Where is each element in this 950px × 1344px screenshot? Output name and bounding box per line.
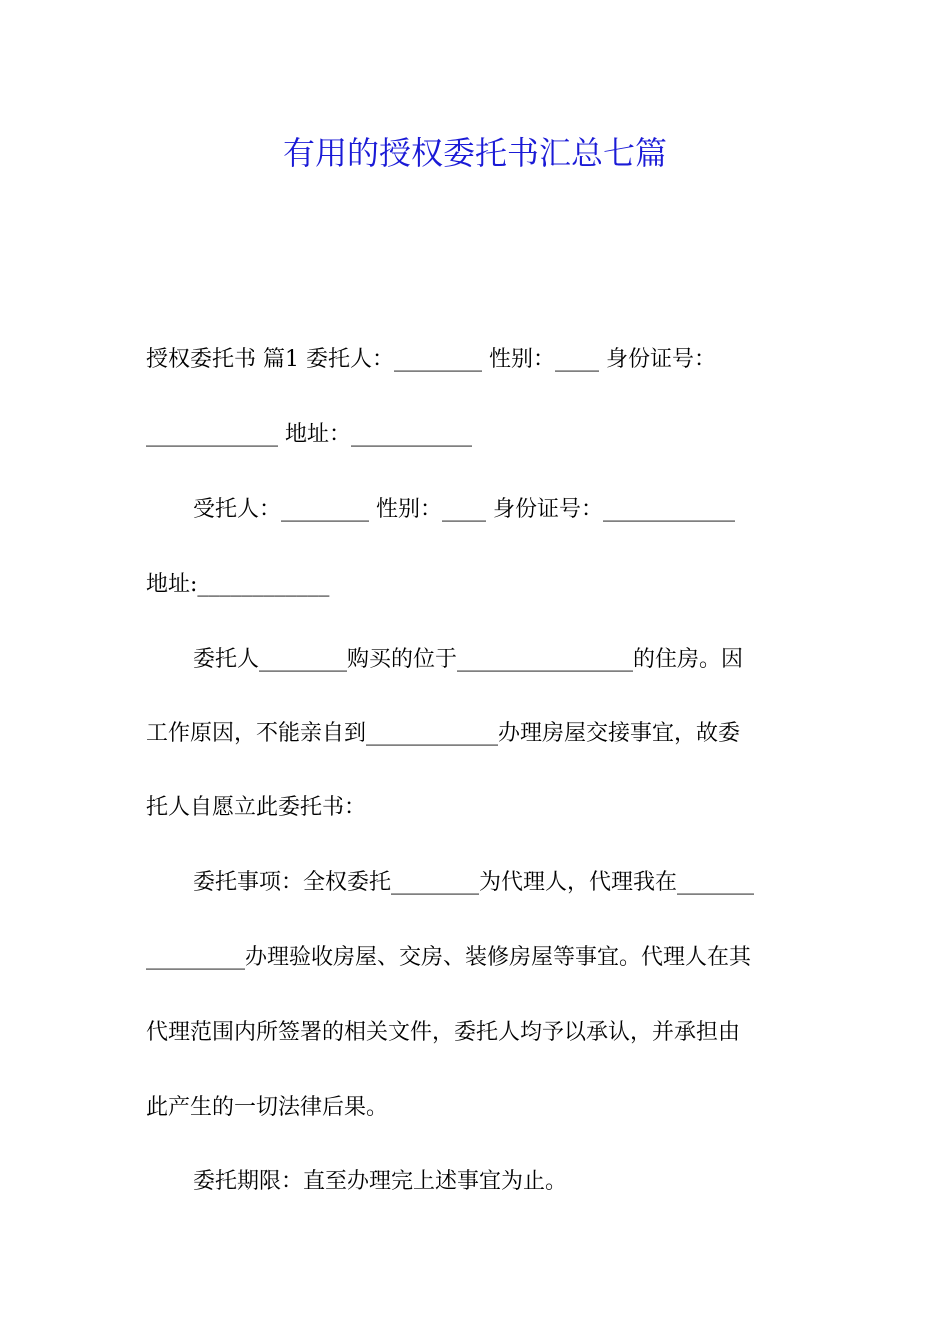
paragraph-line: 委托人________购买的位于________________的住房。因: [193, 647, 744, 672]
paragraph-line: 委托事项：全权委托________为代理人，代理我在_______: [193, 870, 755, 895]
paragraph-line: ____________ 地址：___________: [146, 422, 472, 447]
paragraph-line: _________办理验收房屋、交房、装修房屋等事宜。代理人在其: [146, 945, 752, 970]
paragraph-line: 代理范围内所签署的相关文件，委托人均予以承认，并承担由: [146, 1020, 741, 1045]
paragraph-line: 受托人：________ 性别：____ 身份证号：____________: [193, 497, 735, 522]
paragraph-line: 托人自愿立此委托书：: [146, 795, 367, 820]
paragraph-line: 工作原因，不能亲自到____________办理房屋交接事宜，故委: [146, 721, 741, 746]
paragraph-line: 地址:____________: [146, 572, 330, 597]
paragraph-line: 授权委托书 篇1 委托人：________ 性别：____ 身份证号：: [146, 347, 716, 372]
paragraph-line: 委托期限：直至办理完上述事宜为止。: [193, 1169, 568, 1194]
paragraph-line: 此产生的一切法律后果。: [146, 1095, 389, 1120]
document-title: 有用的授权委托书汇总七篇: [282, 134, 667, 172]
